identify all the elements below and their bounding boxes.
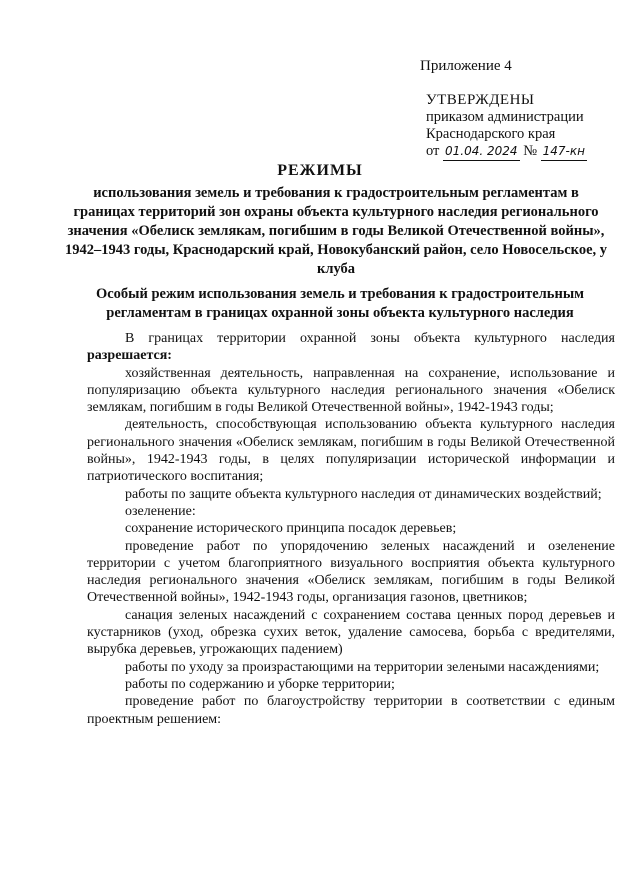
document-title: РЕЖИМЫ xyxy=(277,162,363,179)
body-paragraph: работы по уходу за произрастающими на территории зелеными насаждениями; xyxy=(125,659,600,675)
permitted-text: разрешается: xyxy=(87,348,172,364)
appendix-label: Приложение 4 xyxy=(420,58,512,74)
body-paragraph: озеленение: xyxy=(125,503,196,519)
intro-paragraph xyxy=(87,330,615,365)
body-paragraph: работы по защите объекта культурного наследия от динамических воздействий; xyxy=(125,486,602,502)
approved-heading: УТВЕРЖДЕНЫ xyxy=(426,92,535,108)
approval-block xyxy=(426,92,587,161)
body-paragraph: деятельность, способствующая использованию объекта культурного наследия регионального значения «Обелиск землякам, погибшим в годы Великой Отечественной войны», 1942-1943 годы, в целях популяризации исторической информации и патриотического воспитания; xyxy=(87,417,615,485)
body-paragraph: работы по содержанию и уборке территории; xyxy=(125,676,395,692)
body-paragraph: проведение работ по благоустройству территории в соответствии с единым проектным решением: xyxy=(87,694,615,727)
body-paragraph: хозяйственная деятельность, направленная на сохранение, использование и популяризацию объекта культурного наследия регионального значения «Обелиск землякам, погибшим в годы Великой Отечественной войны», 1942-1943 годы; xyxy=(87,365,615,416)
document-subtitle: использования земель и требования к градостроительным регламентам в границах территорий зон охраны объекта культурного наследия регионального значения «Обелиск землякам, погибшим в годы Великой Отечественной войны», 1942–1943 годы, Краснодарский край, Новокубанский район, село Новосельское, у клуба xyxy=(64,185,608,277)
special-regime-heading: Особый режим использования земель и требования к градостроительным регламентам в границах охранной зоны объекта культурного наследия xyxy=(95,286,585,321)
date-prefix: от xyxy=(426,143,440,159)
approval-line-1: приказом администрации xyxy=(426,109,584,125)
number-value: 147-кн xyxy=(541,143,587,161)
date-value: 01.04. 2024 xyxy=(443,143,520,161)
body-text xyxy=(87,330,615,728)
body-paragraph: проведение работ по упорядочению зеленых насаждений и озеленение территории с учетом благоприятного визуального восприятия объекта культурного наследия регионального значения «Обелиск землякам, погибшим в годы Великой Отечественной войны», 1942-1943 годы, организация газонов, цветников; xyxy=(87,538,615,606)
intro-text: В границах территории охранной зоны объекта культурного наследия xyxy=(125,331,615,346)
number-prefix: № xyxy=(523,143,538,159)
approval-date-line xyxy=(426,143,587,161)
body-paragraph: сохранение исторического принципа посадок деревьев; xyxy=(125,521,457,537)
body-paragraph: санация зеленых насаждений с сохранением состава ценных пород деревьев и кустарников (уход, обрезка сухих веток, удаление самосева, борьба с вредителями, вырубка деревьев, угрожающих падением) xyxy=(87,607,615,658)
approval-line-2: Краснодарского края xyxy=(426,126,556,142)
